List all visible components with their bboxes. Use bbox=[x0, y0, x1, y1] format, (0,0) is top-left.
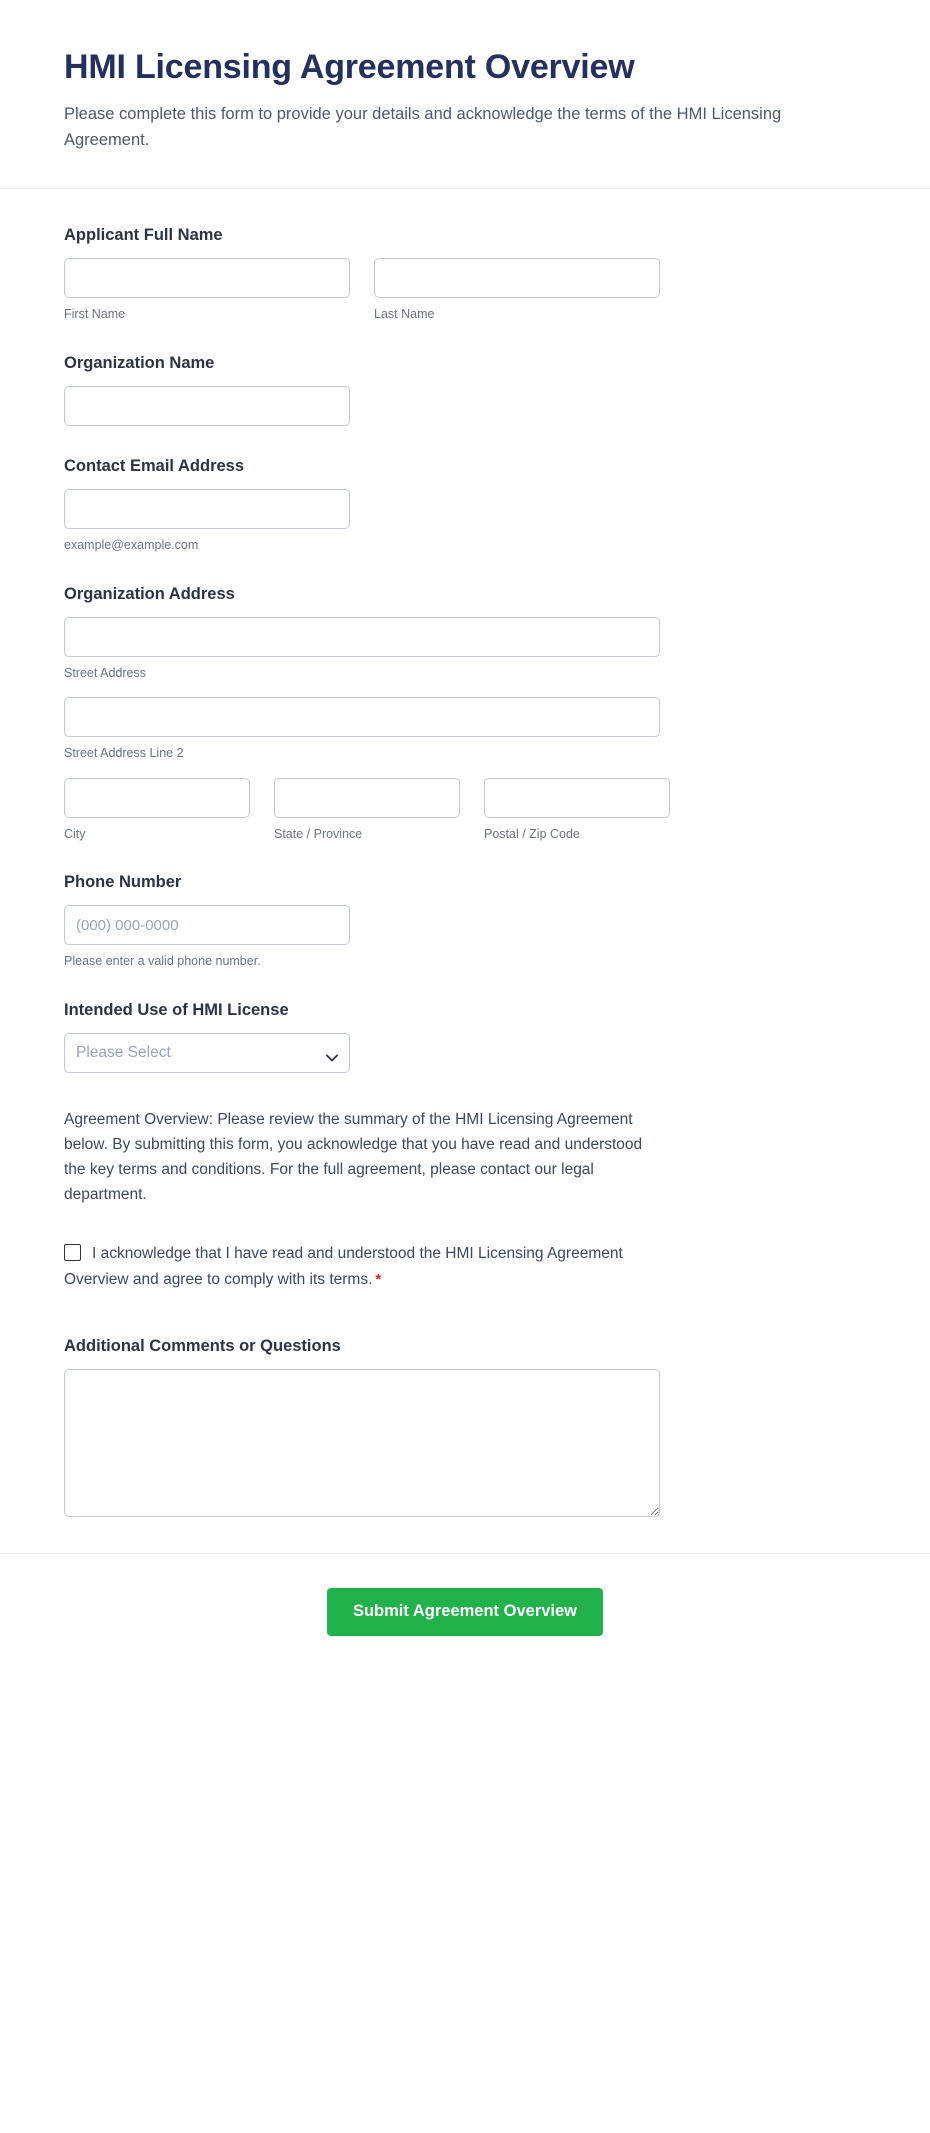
organization-name-input[interactable] bbox=[64, 386, 350, 426]
field-organization-name bbox=[64, 353, 866, 426]
city-sublabel: City bbox=[64, 826, 86, 841]
field-additional-comments bbox=[64, 1336, 866, 1517]
page-title: HMI Licensing Agreement Overview bbox=[64, 48, 635, 86]
street-address-line2-sublabel: Street Address Line 2 bbox=[64, 746, 184, 761]
contact-email-label: Contact Email Address bbox=[64, 457, 245, 475]
agreement-overview-text: Agreement Overview: Please review the summary of the HMI Licensing Agreement below. By submitting this form, you acknowledge that you have read and understood the key terms and conditions. For the full agreement, please contact our legal department. bbox=[64, 1111, 643, 1204]
postal-group bbox=[484, 778, 670, 842]
state-group bbox=[274, 778, 460, 842]
postal-zip-input[interactable] bbox=[484, 778, 670, 818]
organization-address-label: Organization Address bbox=[64, 584, 235, 603]
phone-number-sublabel: Please enter a valid phone number. bbox=[64, 954, 261, 969]
field-contact-email bbox=[64, 456, 866, 554]
additional-comments-label: Additional Comments or Questions bbox=[64, 1336, 341, 1355]
acknowledge-label: I acknowledge that I have read and understood the HMI Licensing Agreement Overview and agree to comply with its terms. bbox=[64, 1245, 623, 1288]
street-address-line2-group bbox=[64, 697, 660, 761]
contact-email-input[interactable] bbox=[64, 489, 350, 529]
organization-name-label: Organization Name bbox=[64, 353, 215, 372]
acknowledgement-block bbox=[64, 1241, 866, 1291]
required-asterisk: * bbox=[375, 1270, 382, 1288]
field-phone-number bbox=[64, 872, 866, 970]
state-province-input[interactable] bbox=[274, 778, 460, 818]
form-body bbox=[0, 189, 930, 1553]
last-name-sublabel: Last Name bbox=[374, 307, 435, 322]
field-applicant-full-name bbox=[64, 225, 866, 323]
acknowledge-checkbox[interactable] bbox=[64, 1244, 81, 1261]
form-footer bbox=[0, 1553, 930, 1684]
contact-email-sublabel: example@example.com bbox=[64, 538, 199, 553]
page-subtitle: Please complete this form to provide your details and acknowledge the terms of the HMI Licensing Agreement. bbox=[64, 105, 782, 150]
phone-number-label: Phone Number bbox=[64, 872, 182, 891]
street-address-group bbox=[64, 617, 660, 681]
form-header bbox=[0, 0, 930, 189]
first-name-group bbox=[64, 258, 350, 322]
phone-number-input[interactable] bbox=[64, 905, 350, 945]
intended-use-select[interactable] bbox=[64, 1033, 350, 1073]
first-name-sublabel: First Name bbox=[64, 307, 126, 322]
street-address-line2-input[interactable] bbox=[64, 697, 660, 737]
organization-name-group bbox=[64, 386, 350, 426]
state-province-sublabel: State / Province bbox=[274, 826, 363, 841]
applicant-name-row bbox=[64, 258, 866, 322]
intended-use-select-wrap[interactable] bbox=[64, 1033, 350, 1073]
field-organization-address bbox=[64, 584, 866, 842]
field-intended-use bbox=[64, 1000, 866, 1073]
street-address-sublabel: Street Address bbox=[64, 666, 146, 681]
additional-comments-textarea[interactable] bbox=[64, 1369, 660, 1517]
submit-button[interactable]: Submit Agreement Overview bbox=[327, 1588, 603, 1636]
acknowledgement-line bbox=[64, 1241, 684, 1291]
intended-use-label: Intended Use of HMI License bbox=[64, 1000, 289, 1019]
last-name-group bbox=[374, 258, 660, 322]
postal-zip-sublabel: Postal / Zip Code bbox=[484, 826, 580, 841]
first-name-input[interactable] bbox=[64, 258, 350, 298]
phone-number-group bbox=[64, 905, 350, 969]
street-address-input[interactable] bbox=[64, 617, 660, 657]
city-state-postal-row bbox=[64, 778, 866, 842]
last-name-input[interactable] bbox=[374, 258, 660, 298]
contact-email-group bbox=[64, 489, 350, 553]
city-group bbox=[64, 778, 250, 842]
city-input[interactable] bbox=[64, 778, 250, 818]
applicant-full-name-label: Applicant Full Name bbox=[64, 225, 223, 244]
